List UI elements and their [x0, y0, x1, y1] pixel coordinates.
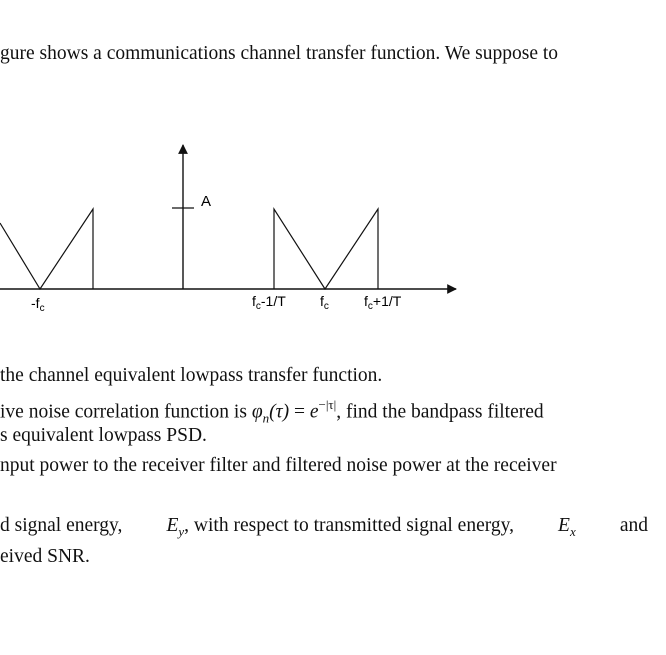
left-v-shape: [0, 209, 93, 289]
right-v-shape: [274, 209, 378, 289]
tau-arg: (τ): [269, 401, 290, 423]
question-1-text: the channel equivalent lowpass transfer function.: [0, 365, 383, 386]
equals-sign: =: [289, 401, 310, 423]
exp-base: e: [309, 401, 319, 423]
q4-ey: $E_y$, with respect to transmitted signal energy,: [166, 515, 514, 539]
question-4-line-2: eived SNR.: [0, 546, 90, 567]
question-4-line-1: [0, 515, 648, 543]
q4-ex: $E_x$: [558, 515, 576, 539]
tick-label-fc-minus: $f_c-1/T$: [252, 293, 286, 312]
question-2-line-2: s equivalent lowpass PSD.: [0, 425, 207, 446]
phi-subscript: n: [262, 410, 270, 426]
q4-word-1: d signal energy,: [0, 515, 123, 536]
phi-symbol: φ: [251, 401, 263, 423]
exp-power: −|τ|: [318, 397, 337, 412]
tick-label-fc-plus: $f_c+1/T$: [364, 293, 402, 312]
q4-and: and: [619, 515, 648, 536]
q2-pre: ive noise correlation function is: [0, 401, 252, 423]
tick-label-fc: $f_c$: [320, 293, 329, 312]
intro-text: gure shows a communications channel transfer function. We suppose to: [0, 43, 559, 64]
tick-label-neg-fc: $-f_c$: [31, 295, 45, 314]
question-3-line-1: nput power to the receiver filter and filtered noise power at the receiver: [0, 455, 557, 476]
y-axis-label: A: [201, 193, 212, 210]
q2-post: , find the bandpass filtered: [336, 401, 544, 423]
